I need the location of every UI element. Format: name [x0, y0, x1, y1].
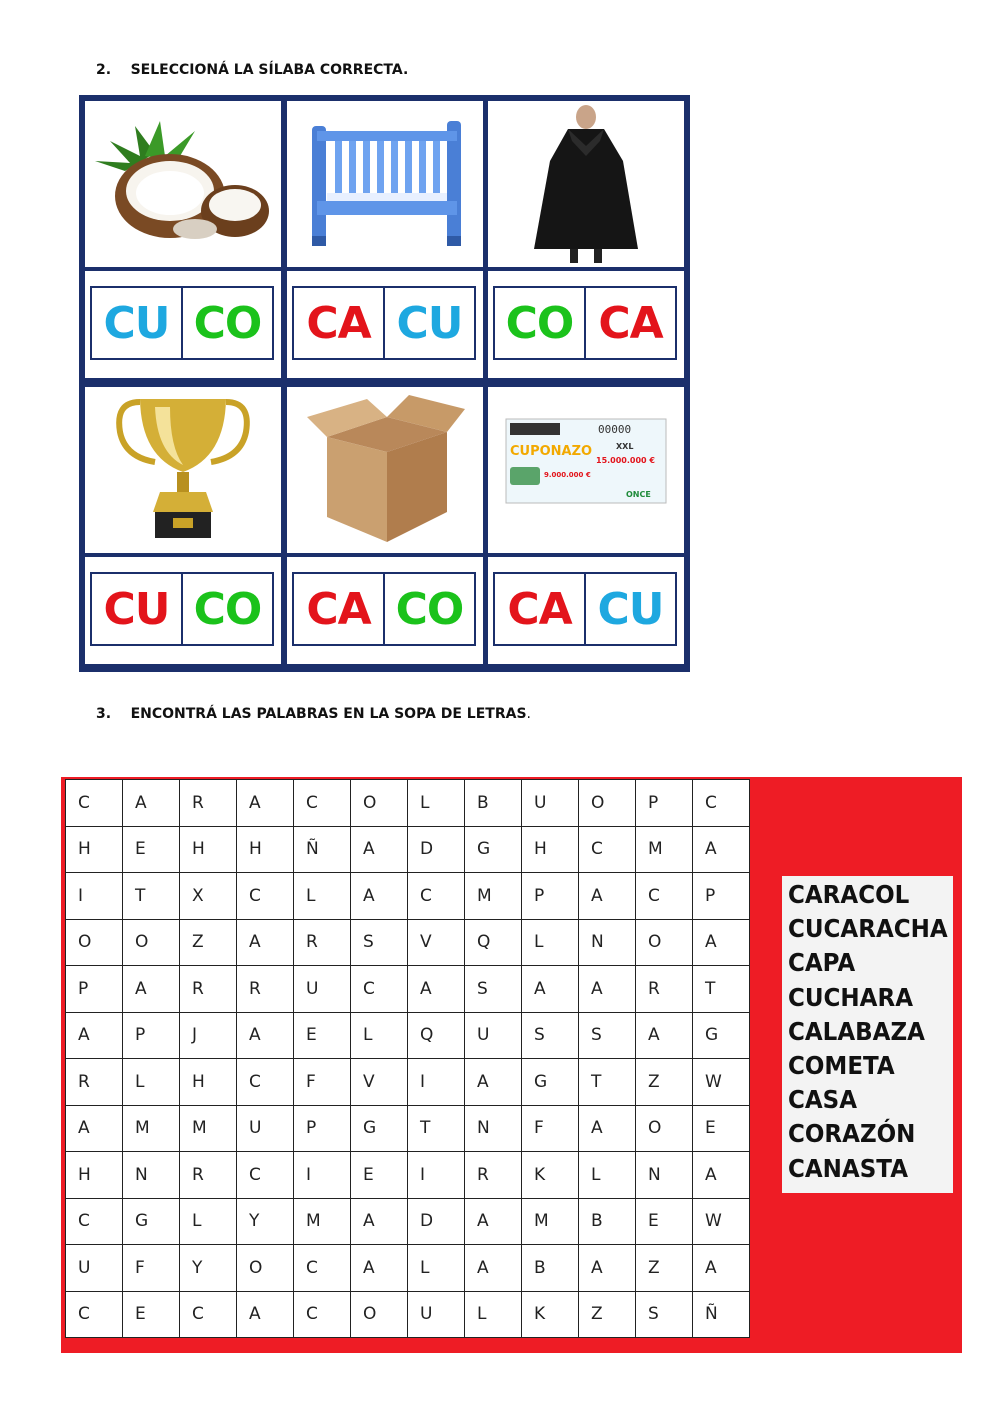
grid-letter-cell[interactable]: W: [693, 1059, 750, 1106]
section-2-number: 2.: [96, 62, 112, 78]
grid-letter-cell[interactable]: D: [408, 1198, 465, 1245]
grid-letter-cell[interactable]: M: [465, 873, 522, 920]
syllable-option-co[interactable]: CO: [505, 297, 574, 349]
grid-row: [66, 1245, 750, 1292]
grid-letter-cell[interactable]: Ñ: [693, 1291, 750, 1338]
grid-letter-cell[interactable]: H: [522, 826, 579, 873]
grid-letter-cell[interactable]: R: [465, 1152, 522, 1199]
grid-letter-cell[interactable]: A: [66, 1105, 123, 1152]
grid-letter-cell[interactable]: R: [294, 919, 351, 966]
grid-letter-cell[interactable]: U: [522, 780, 579, 827]
grid-letter-cell[interactable]: C: [351, 966, 408, 1013]
grid-letter-cell[interactable]: C: [579, 826, 636, 873]
grid-letter-cell[interactable]: O: [237, 1245, 294, 1292]
grid-letter-cell[interactable]: A: [408, 966, 465, 1013]
grid-letter-cell[interactable]: A: [237, 780, 294, 827]
grid-letter-cell[interactable]: O: [66, 919, 123, 966]
grid-letter-cell[interactable]: Ñ: [294, 826, 351, 873]
grid-letter-cell[interactable]: R: [180, 780, 237, 827]
grid-letter-cell[interactable]: A: [693, 1152, 750, 1199]
grid-letter-cell[interactable]: B: [465, 780, 522, 827]
coupon-tag: XXL: [616, 442, 634, 451]
card-1-picture: [85, 101, 281, 267]
grid-letter-cell[interactable]: O: [351, 1291, 408, 1338]
syllable-choice-box: [493, 286, 677, 360]
grid-letter-cell[interactable]: Z: [636, 1059, 693, 1106]
grid-row: [66, 1105, 750, 1152]
word-list-item: CAPA: [788, 948, 856, 978]
grid-letter-cell[interactable]: B: [522, 1245, 579, 1292]
word-list-item: CARACOL: [788, 880, 910, 909]
grid-letter-cell[interactable]: E: [294, 1012, 351, 1059]
grid-letter-cell[interactable]: C: [693, 780, 750, 827]
cape-icon: [488, 101, 684, 267]
grid-letter-cell[interactable]: C: [237, 1152, 294, 1199]
syllable-option-ca[interactable]: CA: [507, 583, 572, 635]
grid-letter-cell[interactable]: C: [294, 1291, 351, 1338]
grid-letter-cell[interactable]: N: [123, 1152, 180, 1199]
grid-letter-cell[interactable]: E: [123, 1291, 180, 1338]
grid-letter-cell[interactable]: X: [180, 873, 237, 920]
grid-letter-cell[interactable]: A: [237, 1291, 294, 1338]
grid-letter-cell[interactable]: A: [237, 919, 294, 966]
syllable-choice-box: [493, 572, 677, 646]
section-3-heading: [96, 706, 531, 722]
section-2-title: SELECCIONÁ LA SÍLABA CORRECTA.: [130, 62, 409, 78]
section-3-title: ENCONTRÁ LAS PALABRAS EN LA SOPA DE LETRAS: [130, 706, 527, 722]
grid-letter-cell[interactable]: M: [294, 1198, 351, 1245]
grid-letter-cell[interactable]: S: [522, 1012, 579, 1059]
grid-letter-cell[interactable]: C: [66, 1198, 123, 1245]
grid-letter-cell[interactable]: I: [408, 1059, 465, 1106]
grid-letter-cell[interactable]: N: [465, 1105, 522, 1152]
word-list-item: CASA: [788, 1085, 858, 1115]
grid-letter-cell[interactable]: F: [123, 1245, 180, 1292]
grid-letter-cell[interactable]: A: [351, 826, 408, 873]
syllable-option-ca[interactable]: CA: [306, 583, 371, 635]
grid-letter-cell[interactable]: O: [636, 919, 693, 966]
section-2-heading: [96, 62, 408, 78]
grid-letter-cell[interactable]: A: [579, 1245, 636, 1292]
grid-letter-cell[interactable]: L: [180, 1198, 237, 1245]
grid-row: [66, 1291, 750, 1338]
grid-letter-cell[interactable]: Q: [465, 919, 522, 966]
syllable-choice-box: [90, 286, 274, 360]
grid-letter-cell[interactable]: R: [636, 966, 693, 1013]
syllable-option-cu[interactable]: CU: [103, 583, 170, 635]
grid-row: [66, 966, 750, 1013]
grid-row: [66, 1012, 750, 1059]
board-column-1: [85, 101, 281, 666]
syllable-option-ca[interactable]: CA: [306, 297, 371, 349]
grid-letter-cell[interactable]: E: [693, 1105, 750, 1152]
syllable-choice-box: [292, 286, 476, 360]
grid-letter-cell[interactable]: G: [123, 1198, 180, 1245]
grid-row: [66, 826, 750, 873]
grid-letter-cell[interactable]: A: [465, 1245, 522, 1292]
coupon-prize-1: 9.000.000 €: [544, 471, 591, 479]
grid-letter-cell[interactable]: F: [294, 1059, 351, 1106]
coconut-icon: [85, 101, 281, 267]
grid-letter-cell[interactable]: S: [351, 919, 408, 966]
grid-letter-cell[interactable]: H: [180, 1059, 237, 1106]
section-3-number: 3.: [96, 706, 112, 722]
grid-letter-cell[interactable]: Z: [636, 1245, 693, 1292]
word-list-item: COMETA: [788, 1051, 895, 1081]
grid-letter-cell[interactable]: A: [123, 966, 180, 1013]
grid-letter-cell[interactable]: Y: [237, 1198, 294, 1245]
grid-letter-cell[interactable]: V: [351, 1059, 408, 1106]
word-search-panel: [61, 777, 962, 1353]
grid-letter-cell[interactable]: A: [351, 1245, 408, 1292]
card-5-options: [287, 557, 483, 664]
grid-letter-cell[interactable]: Z: [180, 919, 237, 966]
crib-icon: [287, 101, 483, 267]
grid-letter-cell[interactable]: H: [237, 826, 294, 873]
grid-letter-cell[interactable]: L: [123, 1059, 180, 1106]
grid-letter-cell[interactable]: P: [294, 1105, 351, 1152]
grid-letter-cell[interactable]: E: [636, 1198, 693, 1245]
grid-letter-cell[interactable]: K: [522, 1152, 579, 1199]
grid-letter-cell[interactable]: P: [693, 873, 750, 920]
grid-letter-cell[interactable]: C: [294, 780, 351, 827]
grid-letter-cell[interactable]: A: [636, 1012, 693, 1059]
grid-letter-cell[interactable]: I: [294, 1152, 351, 1199]
grid-letter-cell[interactable]: W: [693, 1198, 750, 1245]
card-4-picture: [85, 387, 281, 553]
grid-letter-cell[interactable]: C: [237, 1059, 294, 1106]
syllable-board: [79, 95, 690, 672]
grid-letter-cell[interactable]: A: [123, 780, 180, 827]
word-list-item: CORAZÓN: [788, 1119, 916, 1149]
grid-letter-cell[interactable]: U: [408, 1291, 465, 1338]
grid-letter-cell[interactable]: M: [180, 1105, 237, 1152]
grid-letter-cell[interactable]: R: [66, 1059, 123, 1106]
grid-letter-cell[interactable]: C: [66, 780, 123, 827]
grid-letter-cell[interactable]: Q: [408, 1012, 465, 1059]
grid-letter-cell[interactable]: S: [579, 1012, 636, 1059]
section-3-title-period: .: [526, 706, 531, 722]
word-list-item: CALABAZA: [788, 1016, 925, 1046]
syllable-option-cu[interactable]: CU: [584, 574, 675, 644]
grid-letter-cell[interactable]: U: [465, 1012, 522, 1059]
grid-letter-cell[interactable]: E: [351, 1152, 408, 1199]
board-column-2: [287, 101, 483, 666]
syllable-option-co[interactable]: CO: [181, 574, 272, 644]
grid-letter-cell[interactable]: A: [579, 1105, 636, 1152]
grid-letter-cell[interactable]: L: [351, 1012, 408, 1059]
grid-letter-cell[interactable]: T: [123, 873, 180, 920]
grid-row: [66, 1198, 750, 1245]
grid-letter-cell[interactable]: A: [522, 966, 579, 1013]
syllable-option-ca[interactable]: CA: [584, 288, 675, 358]
card-4-options: [85, 557, 281, 664]
card-6-options: [488, 557, 684, 664]
card-2-options: [287, 271, 483, 378]
grid-row: [66, 919, 750, 966]
grid-letter-cell[interactable]: S: [465, 966, 522, 1013]
grid-letter-cell[interactable]: T: [579, 1059, 636, 1106]
grid-letter-cell[interactable]: A: [66, 1012, 123, 1059]
grid-letter-cell[interactable]: Y: [180, 1245, 237, 1292]
grid-letter-cell[interactable]: R: [180, 1152, 237, 1199]
grid-letter-cell[interactable]: C: [237, 873, 294, 920]
syllable-choice-box: [90, 572, 274, 646]
grid-letter-cell[interactable]: D: [408, 826, 465, 873]
grid-row: [66, 1152, 750, 1199]
grid-letter-cell[interactable]: T: [408, 1105, 465, 1152]
grid-letter-cell[interactable]: N: [579, 919, 636, 966]
word-search-grid: [65, 779, 750, 1338]
grid-letter-cell[interactable]: A: [579, 873, 636, 920]
word-list-item: CANASTA: [788, 1153, 909, 1183]
grid-letter-cell[interactable]: M: [522, 1198, 579, 1245]
grid-letter-cell[interactable]: O: [351, 780, 408, 827]
word-list: [782, 876, 953, 1193]
grid-letter-cell[interactable]: P: [123, 1012, 180, 1059]
grid-letter-cell[interactable]: G: [351, 1105, 408, 1152]
grid-letter-cell[interactable]: G: [522, 1059, 579, 1106]
grid-letter-cell[interactable]: I: [408, 1152, 465, 1199]
grid-letter-cell[interactable]: L: [408, 1245, 465, 1292]
syllable-option-cu[interactable]: CU: [103, 297, 170, 349]
grid-row: [66, 1059, 750, 1106]
grid-letter-cell[interactable]: A: [465, 1059, 522, 1106]
coupon-number: 00000: [598, 423, 632, 436]
card-3-options: [488, 271, 684, 378]
grid-letter-cell[interactable]: U: [294, 966, 351, 1013]
card-6-picture: [488, 387, 684, 553]
syllable-option-co[interactable]: CO: [181, 288, 272, 358]
grid-letter-cell[interactable]: A: [693, 826, 750, 873]
grid-letter-cell[interactable]: O: [123, 919, 180, 966]
grid-letter-cell[interactable]: C: [636, 873, 693, 920]
grid-letter-cell[interactable]: P: [636, 780, 693, 827]
board-column-3: [488, 101, 684, 666]
grid-letter-cell[interactable]: L: [465, 1291, 522, 1338]
grid-letter-cell[interactable]: C: [66, 1291, 123, 1338]
grid-letter-cell[interactable]: L: [294, 873, 351, 920]
grid-letter-cell[interactable]: A: [351, 873, 408, 920]
grid-letter-cell[interactable]: M: [636, 826, 693, 873]
grid-letter-cell[interactable]: V: [408, 919, 465, 966]
grid-letter-cell[interactable]: O: [579, 780, 636, 827]
card-3-picture: [488, 101, 684, 267]
grid-letter-cell[interactable]: A: [579, 966, 636, 1013]
coupon-logo: ONCE: [626, 490, 651, 499]
grid-letter-cell[interactable]: A: [237, 1012, 294, 1059]
grid-letter-cell[interactable]: L: [408, 780, 465, 827]
grid-letter-cell[interactable]: C: [294, 1245, 351, 1292]
word-list-item: CUCHARA: [788, 982, 914, 1012]
trophy-cup-icon: [85, 387, 281, 553]
grid-letter-cell[interactable]: G: [465, 826, 522, 873]
grid-letter-cell[interactable]: A: [693, 1245, 750, 1292]
coupon-brand: CUPONAZO: [510, 444, 593, 459]
grid-letter-cell[interactable]: J: [180, 1012, 237, 1059]
grid-letter-cell[interactable]: U: [66, 1245, 123, 1292]
grid-letter-cell[interactable]: S: [636, 1291, 693, 1338]
grid-letter-cell[interactable]: C: [408, 873, 465, 920]
grid-letter-cell[interactable]: Z: [579, 1291, 636, 1338]
grid-letter-cell[interactable]: A: [465, 1198, 522, 1245]
grid-letter-cell[interactable]: F: [522, 1105, 579, 1152]
grid-letter-cell[interactable]: O: [636, 1105, 693, 1152]
grid-row: [66, 873, 750, 920]
card-1-options: [85, 271, 281, 378]
grid-letter-cell[interactable]: M: [123, 1105, 180, 1152]
coupon-ticket-icon: [488, 387, 684, 553]
word-list-item: CUCARACHA: [788, 914, 948, 944]
grid-letter-cell[interactable]: U: [237, 1105, 294, 1152]
grid-letter-cell[interactable]: H: [66, 1152, 123, 1199]
grid-letter-cell[interactable]: H: [180, 826, 237, 873]
grid-letter-cell[interactable]: R: [180, 966, 237, 1013]
syllable-option-cu[interactable]: CU: [383, 288, 474, 358]
cardboard-box-icon: [287, 387, 483, 553]
grid-letter-cell[interactable]: L: [579, 1152, 636, 1199]
grid-letter-cell[interactable]: H: [66, 826, 123, 873]
syllable-choice-box: [292, 572, 476, 646]
grid-letter-cell[interactable]: P: [522, 873, 579, 920]
grid-letter-cell[interactable]: A: [351, 1198, 408, 1245]
grid-letter-cell[interactable]: C: [180, 1291, 237, 1338]
card-5-picture: [287, 387, 483, 553]
grid-letter-cell[interactable]: A: [693, 919, 750, 966]
grid-letter-cell[interactable]: B: [579, 1198, 636, 1245]
grid-letter-cell[interactable]: T: [693, 966, 750, 1013]
grid-letter-cell[interactable]: K: [522, 1291, 579, 1338]
grid-letter-cell[interactable]: I: [66, 873, 123, 920]
grid-letter-cell[interactable]: R: [237, 966, 294, 1013]
grid-letter-cell[interactable]: E: [123, 826, 180, 873]
grid-letter-cell[interactable]: G: [693, 1012, 750, 1059]
grid-row: [66, 780, 750, 827]
coupon-prize-2: 15.000.000 €: [596, 456, 655, 465]
grid-letter-cell[interactable]: N: [636, 1152, 693, 1199]
card-2-picture: [287, 101, 483, 267]
grid-letter-cell[interactable]: P: [66, 966, 123, 1013]
syllable-option-co[interactable]: CO: [383, 574, 474, 644]
grid-letter-cell[interactable]: L: [522, 919, 579, 966]
